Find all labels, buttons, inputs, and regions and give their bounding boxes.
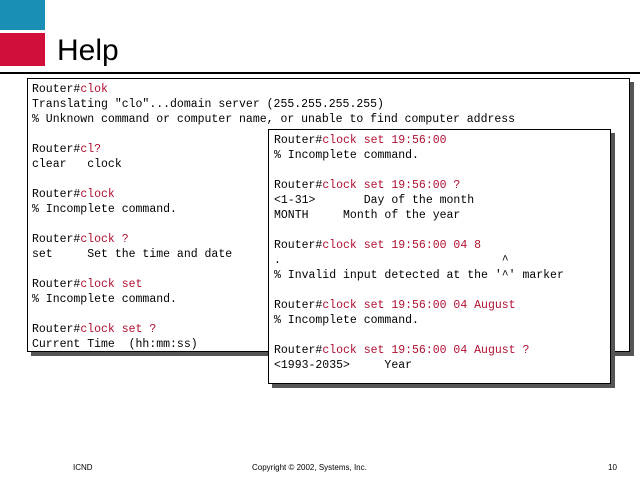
router-prompt: Router# — [32, 233, 81, 246]
command-line — [274, 343, 610, 358]
command-line — [32, 82, 629, 97]
router-prompt: Router# — [32, 188, 81, 201]
blank-line — [274, 283, 610, 298]
entered-command: clock ? — [80, 233, 129, 246]
entered-command: clock set 19:56:00 ? — [322, 179, 461, 192]
blank-line — [274, 223, 610, 238]
entered-command: clock — [80, 188, 115, 201]
output-line: Translating "clo"...domain server (255.255.255.255) — [32, 98, 384, 111]
router-prompt: Router# — [274, 344, 323, 357]
red-square-decoration — [0, 33, 45, 66]
output-line: set Set the time and date — [32, 248, 233, 261]
output-line: % Incomplete command. — [32, 293, 177, 306]
router-prompt: Router# — [32, 83, 81, 96]
blank-line — [274, 328, 610, 343]
slide-title: Help — [57, 34, 119, 67]
output-line: % Invalid input detected at the '^' marker — [274, 269, 564, 282]
output-line: % Incomplete command. — [32, 203, 177, 216]
output-line: % Unknown command or computer name, or unable to find computer address — [32, 113, 516, 126]
command-line — [274, 298, 610, 313]
command-line — [274, 178, 610, 193]
output-line: % Incomplete command. — [274, 149, 419, 162]
router-prompt: Router# — [274, 239, 323, 252]
blue-square-decoration — [0, 0, 46, 30]
entered-command: cl? — [80, 143, 102, 156]
entered-command: clock set — [80, 278, 143, 291]
footer-course-code: ICND — [73, 463, 93, 472]
output-line: . ^ — [274, 254, 509, 267]
terminal-window-right — [268, 129, 611, 384]
title-divider — [0, 72, 640, 74]
router-prompt: Router# — [32, 323, 81, 336]
entered-command: clock set 19:56:00 04 August — [322, 299, 516, 312]
output-line: % Incomplete command. — [274, 314, 419, 327]
command-line — [274, 133, 610, 148]
router-prompt: Router# — [32, 143, 81, 156]
entered-command: clock set 19:56:00 04 August ? — [322, 344, 530, 357]
router-prompt: Router# — [32, 278, 81, 291]
output-line: MONTH Month of the year — [274, 209, 461, 222]
router-prompt: Router# — [274, 179, 323, 192]
entered-command: clock set 19:56:00 04 8 — [322, 239, 482, 252]
router-prompt: Router# — [274, 299, 323, 312]
router-prompt: Router# — [274, 134, 323, 147]
blank-line — [274, 163, 610, 178]
entered-command: clock set ? — [80, 323, 157, 336]
footer-page-number: 10 — [608, 463, 617, 472]
output-line: <1993-2035> Year — [274, 359, 413, 372]
command-line — [274, 238, 610, 253]
entered-command: clok — [80, 83, 108, 96]
output-line: <1-31> Day of the month — [274, 194, 475, 207]
output-line: Current Time (hh:mm:ss) — [32, 338, 198, 351]
footer-copyright: Copyright © 2002, Systems, Inc. — [252, 463, 367, 472]
entered-command: clock set 19:56:00 — [322, 134, 447, 147]
output-line: clear clock — [32, 158, 122, 171]
